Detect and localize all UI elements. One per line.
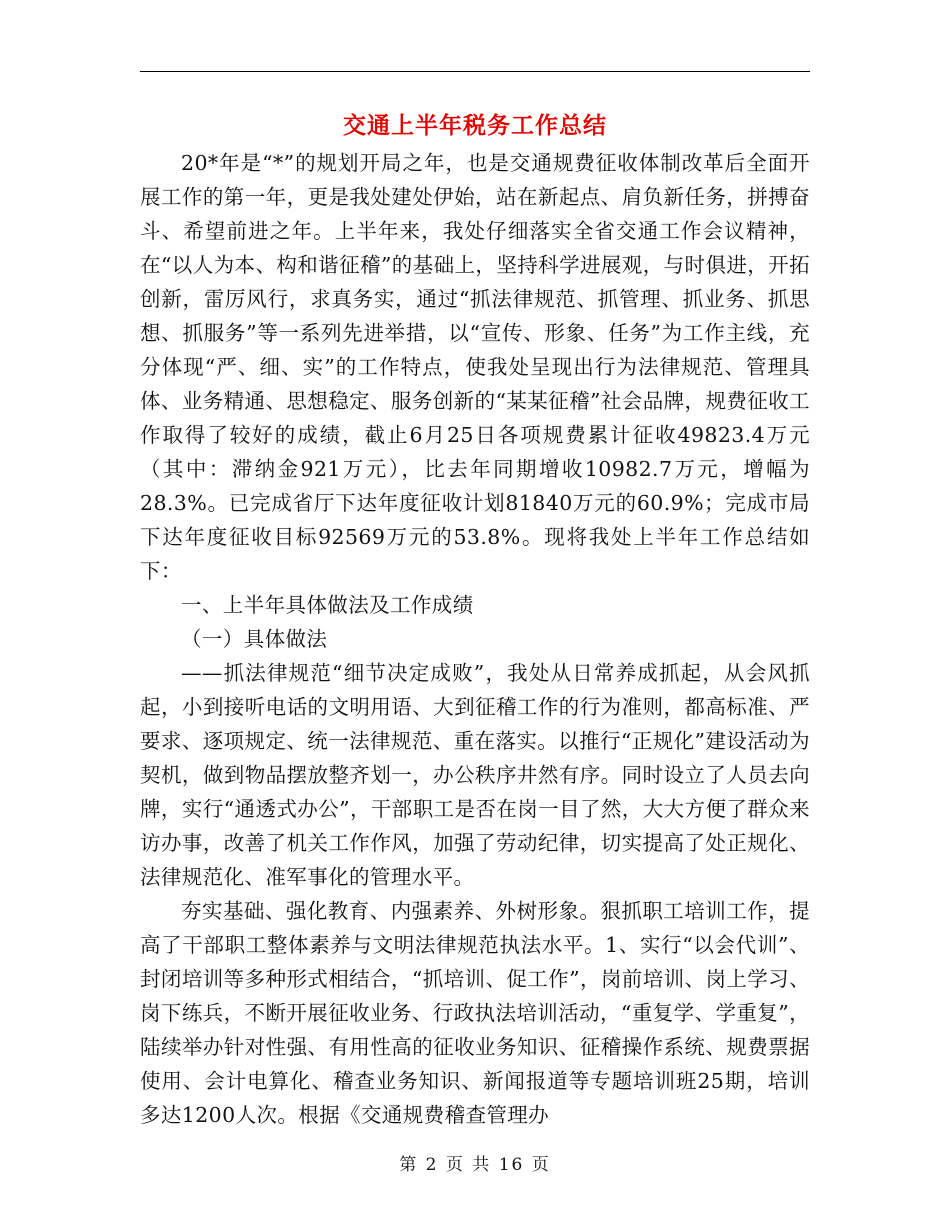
section-heading: 一、上半年具体做法及工作成绩 — [181, 593, 474, 617]
document-body — [140, 146, 810, 1132]
intro-paragraph: 20*年是“*”的规划开局之年，也是交通规费征收体制改革后全面开展工作的第一年，更是我处建处伊始，站在新起点、肩负新任务，拼搏奋斗、希望前进之年。上半年来，我处仔细落实全省交通工作会议精神，在“以人为本、构和谐征稽”的基础上，坚持科学进展观，与时俱进，开拓创新，雷厉风行，求真务实，通过“抓法律规范、抓管理、抓业务、抓思想、抓服务”等一系列先进举措，以“宣传、形象、任务”为工作主线，充分体现“严、细、实”的工作特点，使我处呈现出行为法律规范、管理具体、业务精通、思想稳定、服务创新的“某某征稽”社会品牌，规费征收工作取得了较好的成绩，截止6月25日各项规费累计征收49823.4万元（其中：滞纳金921万元），比去年同期增收10982.7万元，增幅为28.3%。已完成省厅下达年度征收计划81840万元的60.9%；完成市局下达年度征收目标92569万元的53.8%。现将我处上半年工作总结如下： — [140, 151, 810, 583]
subsection-heading: （一）具体做法 — [181, 627, 328, 651]
header-rule — [140, 71, 810, 72]
body-paragraph-regulation: ——抓法律规范“细节决定成败”，我处从日常养成抓起，从会风抓起，小到接听电话的文明用语、大到征稽工作的行为准则，都高标准、严要求、逐项规定、统一法律规范、重在落实。以推行“正规化”建设活动为契机，做到物品摆放整齐划一，办公秩序井然有序。同时设立了人员去向牌，实行“通透式办公”，干部职工是否在岗一目了然，大大方便了群众来访办事，改善了机关工作作风，加强了劳动纪律，切实提高了处正规化、法律规范化、准军事化的管理水平。 — [140, 661, 810, 889]
page-number-footer: 第 2 页 共 16 页 — [399, 1155, 551, 1175]
document-title: 交通上半年税务工作总结 — [343, 112, 607, 139]
body-paragraph-training: 夯实基础、强化教育、内强素养、外树形象。狠抓职工培训工作，提高了干部职工整体素养与文明法律规范执法水平。1、实行“以会代训”、封闭培训等多种形式相结合，“抓培训、促工作”，岗前培训、岗上学习、岗下练兵，不断开展征收业务、行政执法培训活动，“重复学、学重复”，陆续举办针对性强、有用性高的征收业务知识、征稽操作系统、规费票据使用、会计电算化、稽查业务知识、新闻报道等专题培训班25期，培训多达1200人次。根据《交通规费稽查管理办 — [140, 899, 810, 1127]
